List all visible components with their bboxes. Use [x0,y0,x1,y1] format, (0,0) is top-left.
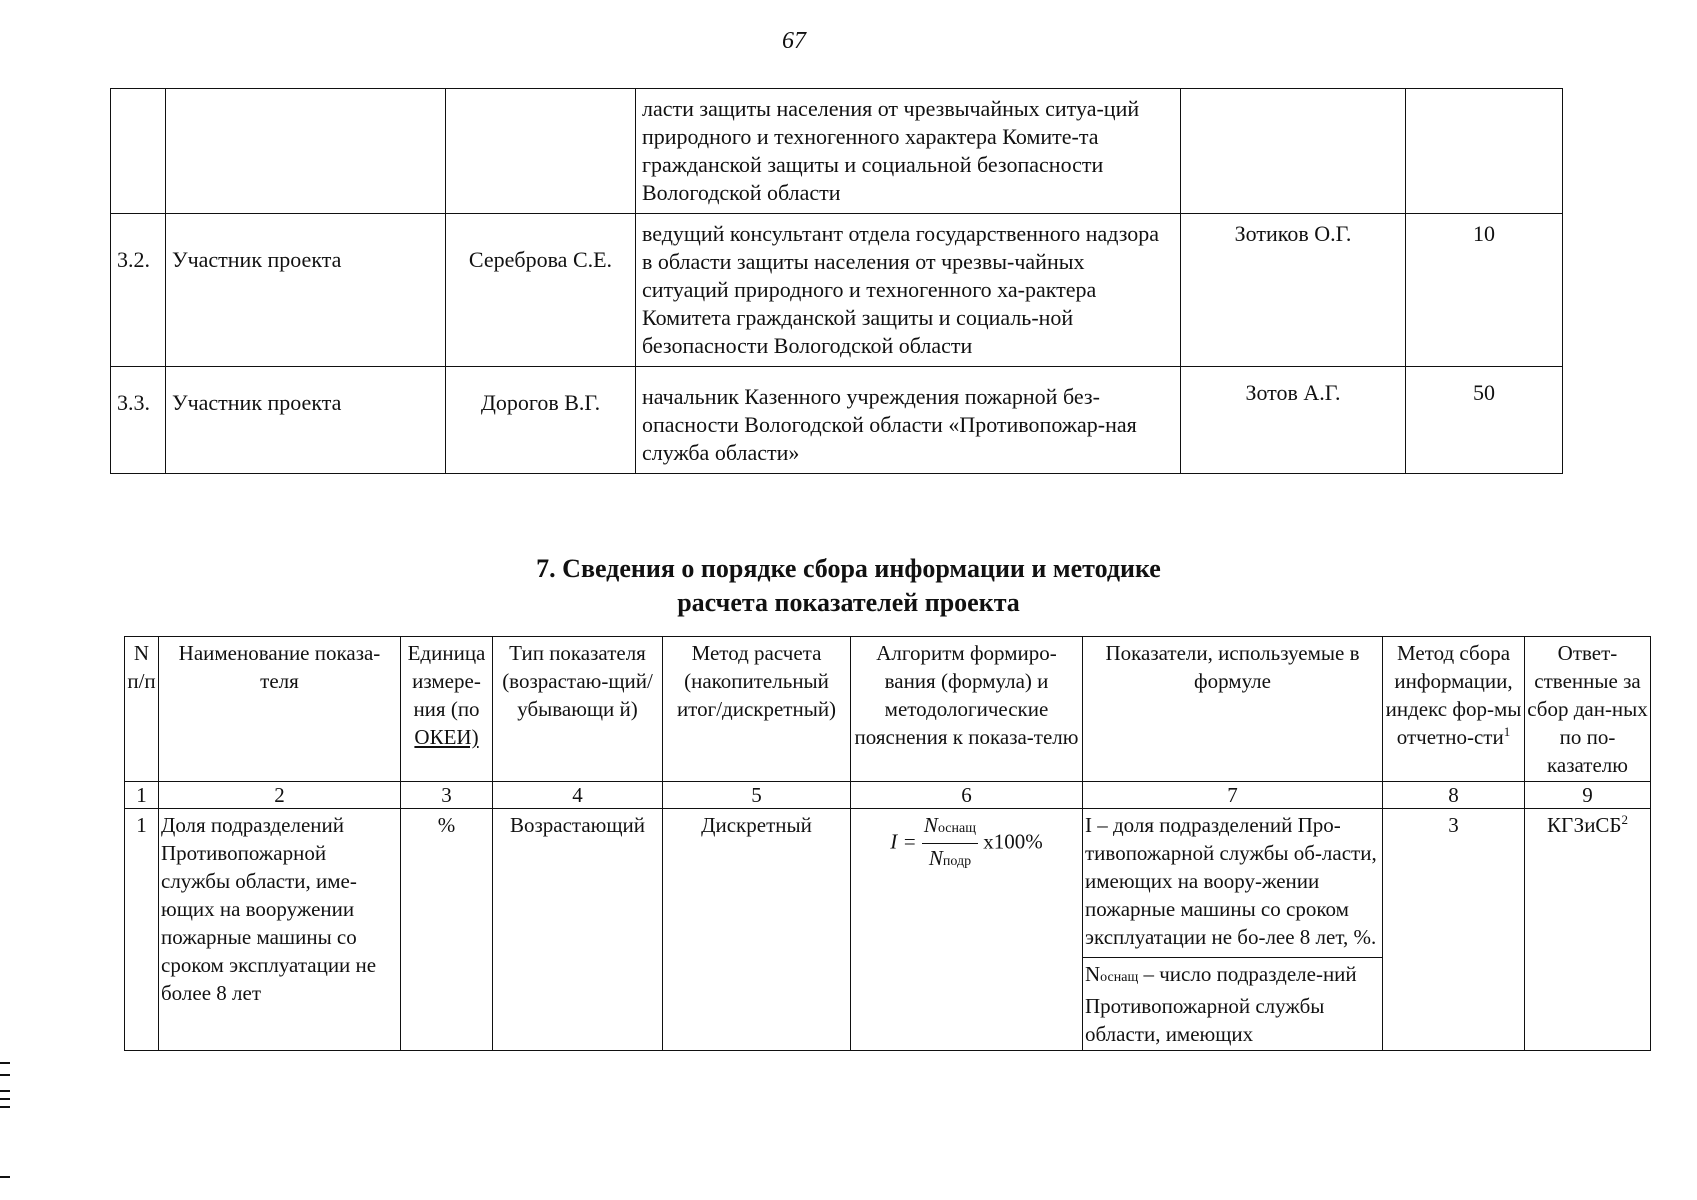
formula-lhs: I = [890,829,922,854]
margin-mark [0,1098,10,1100]
section-title-line2: расчета показателей проекта [677,588,1020,617]
formula-num-var: N [923,813,938,837]
formula-den-sub: подр [942,854,972,869]
column-number: 4 [493,782,663,809]
margin-mark [0,1176,10,1178]
section-title-line1: 7. Сведения о порядке сбора информации и методике [536,554,1161,583]
table-row [111,214,1563,367]
fio-cell: Дорогов В.Г. [446,367,636,474]
indicator-description [1083,809,1383,1051]
position-cell: начальник Казенного учреждения пожарной без-опасности Вологодской области «Противопожар-ная служба области» [636,367,1181,474]
column-number: 9 [1525,782,1651,809]
footnote-mark: 2 [1621,812,1628,827]
head-cell [1181,89,1406,214]
role-cell: Участник проекта [166,367,446,474]
table-row [111,89,1563,214]
indicator-name: Доля подразделений Противопожарной службы области, име-ющих на вооружении пожарные машины со сроком эксплуатации не более 8 лет [159,809,401,1051]
column-number: 7 [1083,782,1383,809]
fio-cell: Сереброва С.Е. [446,214,636,367]
header-name: Наименование показа-теля [159,637,401,782]
table-row [125,809,1651,1051]
header-responsible: Ответ-ственные за сбор дан-ных по по-казателю [1525,637,1651,782]
margin-mark [0,1062,10,1064]
column-number: 6 [851,782,1083,809]
row-number: 1 [125,809,159,1051]
header-type: Тип показателя (возрастаю-щий/убывающи й) [493,637,663,782]
header-collect-method [1383,637,1525,782]
footnote-mark: 1 [1503,724,1511,739]
margin-mark [0,1090,10,1092]
project-team-table [110,88,1563,474]
formula-denominator [927,844,973,876]
okei-link: ОКЕИ) [414,725,479,749]
formula-rhs: х100% [983,829,1043,854]
row-number: 3.2. [111,214,166,367]
indicator-responsible [1525,809,1651,1051]
formula-den-var: N [928,846,943,870]
fio-cell [446,89,636,214]
header-unit [401,637,493,782]
position-cell: ведущий консультант отдела государственного надзора в области защиты населения от чрезвы-чайных ситуаций природного и техногенного ха-рактера Комитета гражданской защиты и социаль-ной безопасности Вологодской области [636,214,1181,367]
header-collect-text: Метод сбора информации, индекс фор-мы отчетно-сти [1385,641,1522,749]
page-number: 67 [782,28,806,54]
busy-cell [1406,89,1563,214]
responsible-text: КГЗиСБ [1547,813,1622,837]
indicator-unit: % [401,809,493,1051]
header-algorithm: Алгоритм формиро-вания (формула) и методологические пояснения к показа-телю [851,637,1083,782]
indicator-method: Дискретный [663,809,851,1051]
row-number [111,89,166,214]
header-method: Метод расчета (накопительный итог/дискретный) [663,637,851,782]
desc2-var: N [1085,962,1101,986]
column-number: 2 [159,782,401,809]
desc2-sub: оснащ [1100,970,1139,985]
header-unit-text: Единица измере-ния (по [407,641,486,721]
formula-fraction [922,811,978,876]
table-row [111,367,1563,474]
margin-mark [0,1074,10,1076]
formula-num-sub: оснащ [937,821,976,836]
section-title [0,552,1697,620]
row-number: 3.3. [111,367,166,474]
desc2-text: – число подразделе-ний Противопожарной службы области, имеющих [1085,962,1357,1046]
formula-numerator [922,811,978,844]
busy-cell: 10 [1406,214,1563,367]
head-cell: Зотиков О.Г. [1181,214,1406,367]
description-n-osnasch [1083,957,1382,1048]
indicators-table [124,636,1651,1051]
role-cell [166,89,446,214]
head-cell: Зотов А.Г. [1181,367,1406,474]
margin-mark [0,1106,10,1108]
column-number: 5 [663,782,851,809]
header-num: N п/п [125,637,159,782]
busy-cell: 50 [1406,367,1563,474]
indicator-formula [851,809,1083,1051]
header-row [125,637,1651,782]
column-number: 8 [1383,782,1525,809]
header-used-indicators: Показатели, используемые в формуле [1083,637,1383,782]
description-i: I – доля подразделений Про-тивопожарной службы об-ласти, имеющих на воору-жении пожарные машины со сроком эксплуатации не бо-лее 8 лет, %. [1085,813,1377,949]
indicator-collect: 3 [1383,809,1525,1051]
position-cell: ласти защиты населения от чрезвычайных ситуа-ций природного и техногенного характера Комите-та гражданской защиты и социальной безопасности Вологодской области [636,89,1181,214]
column-number: 1 [125,782,159,809]
column-number-row [125,782,1651,809]
column-number: 3 [401,782,493,809]
role-cell: Участник проекта [166,214,446,367]
indicator-type: Возрастающий [493,809,663,1051]
